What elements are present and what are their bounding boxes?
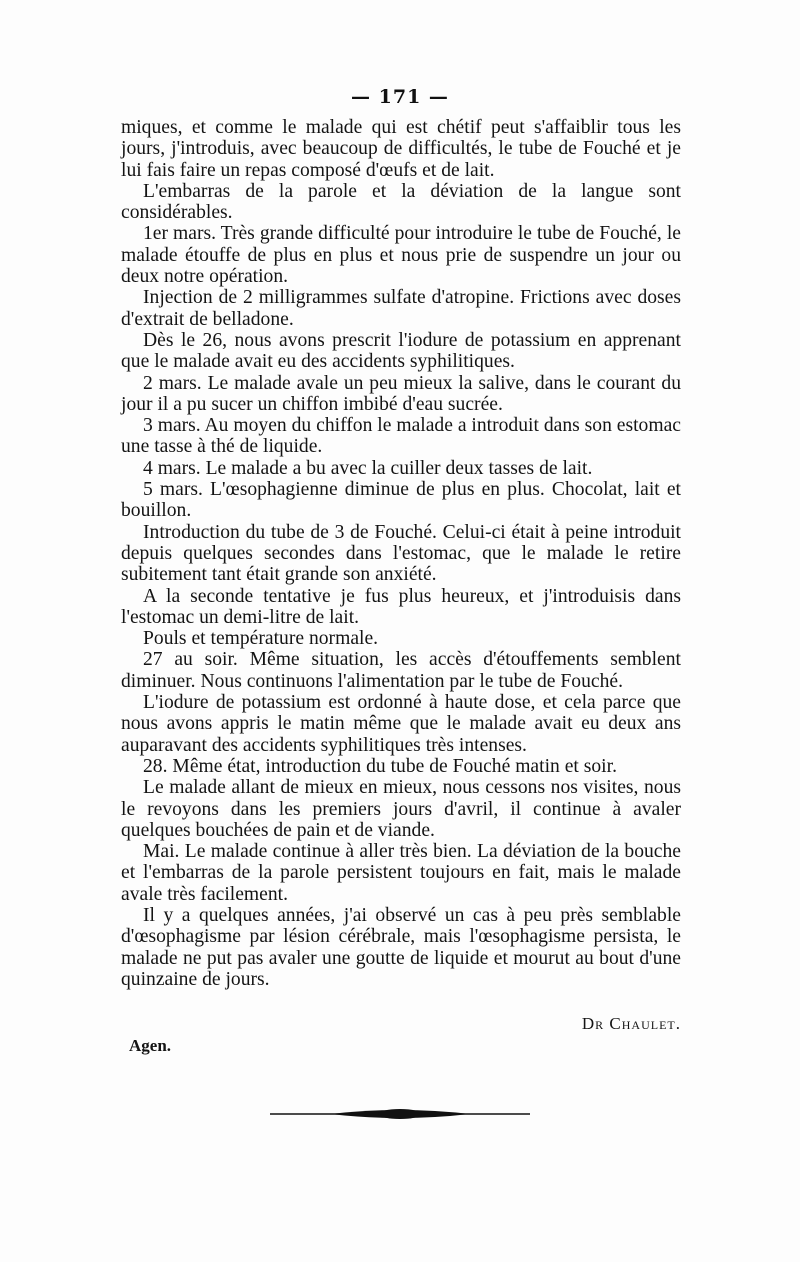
paragraph: Mai. Le malade continue à aller très bien. La déviation de la bouche et l'embarras de la parole persistent toujours en fait, mais le malade avale très facilement. (121, 841, 681, 905)
paragraph: Injection de 2 milligrammes sulfate d'atropine. Frictions avec doses d'extrait de belladone. (121, 287, 681, 330)
paragraph: 4 mars. Le malade a bu avec la cuiller deux tasses de lait. (143, 457, 593, 479)
paragraph: L'embarras de la parole et la déviation de la langue sont considérables. (121, 180, 681, 224)
paragraph: 1er mars. Très grande difficulté pour introduire le tube de Fouché, le malade étouffe de plus en plus et nous prie de suspendre un jour ou deux notre opération. (121, 223, 681, 288)
author-signature: Dr Chaulet. (581, 1014, 681, 1033)
paragraph: miques, et comme le malade qui est chétif peut s'affaiblir tous les jours, j'introduis, avec beaucoup de difficultés, le tube de Fouché et je lui fais faire un repas composé d'œufs et de lait. (121, 117, 681, 181)
paragraph: Introduction du tube de 3 de Fouché. Celui-ci était à peine introduit depuis quelques secondes dans l'estomac, que le malade le retire subitement tant était grande son anxiété. (121, 521, 681, 586)
paragraph: A la seconde tentative je fus plus heureux, et j'introduisis dans l'estomac un demi-litre de lait. (121, 585, 681, 628)
paragraph: Le malade allant de mieux en mieux, nous cessons nos visites, nous le revoyons dans les premiers jours d'avril, il continue à avaler quelques bouchées de pain et de viande. (121, 777, 681, 841)
paragraph: 27 au soir. Même situation, les accès d'étouffements semblent diminuer. Nous continuons l'alimentation par le tube de Fouché. (121, 649, 681, 692)
divider-ornament (270, 1106, 530, 1122)
paragraph: 5 mars. L'œsophagienne diminue de plus en plus. Chocolat, lait et bouillon. (121, 479, 681, 522)
place-name: Agen. (129, 1036, 172, 1055)
paragraph: 3 mars. Au moyen du chiffon le malade a introduit dans son estomac une tasse à thé de liquide. (121, 415, 681, 458)
paragraph: 2 mars. Le malade avale un peu mieux la salive, dans le courant du jour il a pu sucer un chiffon imbibé d'eau sucrée. (121, 372, 681, 415)
paragraph: 28. Même état, introduction du tube de Fouché matin et soir. (143, 755, 617, 777)
paragraph: Il y a quelques années, j'ai observé un cas à peu près semblable d'œsophagisme par lésion cérébrale, mais l'œsophagisme persista, le malade ne put pas avaler une goutte de liquide et mourut au bout d'une quinzaine de jours. (121, 904, 681, 990)
paragraph: L'iodure de potassium est ordonné à haute dose, et cela parce que nous avons appris le matin même que le malade avait eu deux ans auparavant des accidents syphilitiques très intenses. (121, 692, 681, 756)
body-text (121, 117, 681, 990)
page-number: — 171 — (351, 86, 449, 108)
paragraph: Pouls et température normale. (143, 628, 379, 650)
paragraph: Dès le 26, nous avons prescrit l'iodure de potassium en apprenant que le malade avait eu des accidents syphilitiques. (121, 329, 681, 373)
